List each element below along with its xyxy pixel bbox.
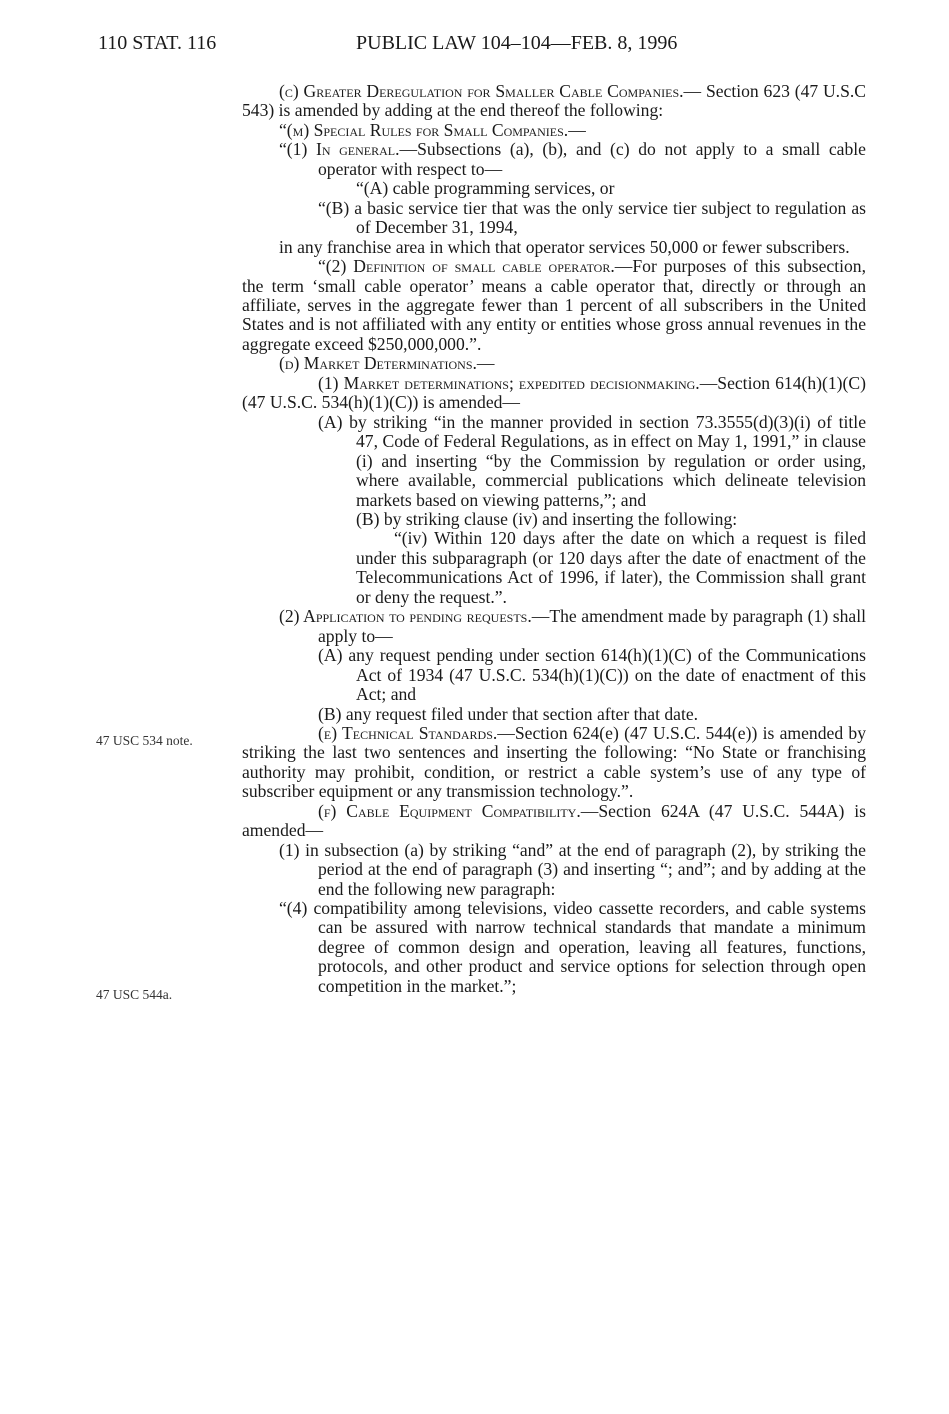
subsection-c-heading: (c) Greater Deregulation for Smaller Cable Companies.—: [279, 81, 702, 101]
paragraph-d2: [242, 607, 866, 646]
stat-citation: 110 STAT. 116: [98, 32, 217, 54]
statute-body: [242, 82, 866, 996]
paragraph-m1: [242, 140, 866, 179]
subsection-f: [242, 802, 866, 841]
subsection-d-heading: (d) Market Determinations.—: [279, 353, 495, 374]
clause-d1-iv: “(iv) Within 120 days after the date on which a request is filed under this subparagraph (or 120 days after the date of enactment of the Telecommunications Act of 1996, if later), the Commission shall grant or deny the request.”.: [356, 528, 866, 607]
clause-d2-b: (B) any request filed under that section after that date.: [318, 703, 699, 724]
paragraph-m2-text: —For purposes of this subsection, the term ‘small cable operator’ means a cable operator that, directly or through an affiliate, serves in the aggregate fewer than 1 percent of all subscribers in the United States and is not affiliated with any entity or entities whose gross annual revenues in the aggregate exceed $250,000,000.”.: [242, 256, 866, 354]
subsection-e-heading: (e) Technical Standards.: [318, 722, 498, 743]
law-title: PUBLIC LAW 104–104—FEB. 8, 1996: [356, 32, 678, 54]
clause-d1-a: (A) by striking “in the manner provided in section 73.3555(d)(3)(i) of title 47, Code of Federal Regulations, as in effect on May 1, 1991,” in clause (i) and inserting “by the Commission by regulation or order using, where available, commercial publications which delineate television markets based on viewing patterns,”; and: [318, 411, 866, 510]
paragraph-m2: [242, 257, 866, 354]
subsection-e: [242, 724, 866, 802]
paragraph-d2-heading: (2) Application to pending requests.: [279, 606, 532, 627]
subsection-c: [242, 82, 866, 121]
paragraph-m1-heading: “(1) In general.: [279, 139, 400, 160]
page-header: [0, 32, 949, 62]
paragraph-f1: (1) in subsection (a) by striking “and” at the end of paragraph (2), by striking the period at the end of paragraph (3) and inserting “; and”; and by adding at the end the following new paragraph:: [279, 839, 866, 899]
paragraph-m1-text: —Subsections (a), (b), and (c) do not apply to a small cable operator with respect to—: [318, 139, 866, 179]
subsection-e-text: —Section 624(e) (47 U.S.C. 544(e)) is amended by striking the last two sentences and inserting the following: “No State or franchising authority may prohibit, condition, or restrict a cable system’s use of any type of subscriber equipment or any transmission technology.”.: [242, 722, 866, 802]
clause-m1-a: “(A) cable programming services, or: [356, 178, 615, 199]
margin-note-534: 47 USC 534 note.: [96, 733, 193, 748]
subsection-f-heading: (f) Cable Equipment Compatibility.: [318, 800, 581, 821]
paragraph-d2-text: —The amendment made by paragraph (1) shall apply to—: [318, 606, 867, 646]
clause-d1-b: (B) by striking clause (iv) and inserting the following:: [356, 508, 738, 529]
paragraph-d1: [242, 374, 866, 413]
subsection-m-heading: “(m) Special Rules for Small Companies.—: [279, 119, 586, 140]
paragraph-m2-heading: “(2) Definition of small cable operator.: [318, 256, 615, 277]
subsection-f-text: —Section 624A (47 U.S.C. 544A) is amended—: [242, 800, 866, 841]
margin-note-544a: 47 USC 544a.: [96, 987, 173, 1002]
paragraph-d1-text: —Section 614(h)(1)(C) (47 U.S.C. 534(h)(1)(C)) is amended—: [242, 372, 866, 413]
paragraph-d1-heading: (1) Market determinations; expedited decisionmaking.: [318, 372, 700, 393]
paragraph-m1-tail: in any franchise area in which that operator services 50,000 or fewer subscribers.: [279, 236, 850, 257]
clause-m1-b: “(B) a basic service tier that was the only service tier subject to regulation as of December 31, 1994,: [318, 197, 866, 238]
paragraph-f1-4: “(4) compatibility among televisions, video cassette recorders, and cable systems can be assured with narrow technical standards that mandate a minimum degree of common design and operation, leaving all features, functions, protocols, and other product and service options for selection through open competition in the market.”;: [279, 898, 866, 996]
subsection-c-text: Section 623 (47 U.S.C 543) is amended by adding at the end thereof the following:: [242, 81, 866, 121]
clause-d2-a: (A) any request pending under section 614(h)(1)(C) of the Communications Act of 1934 (47 U.S.C. 534(h)(1)(C)) on the date of enactment of this Act; and: [318, 645, 866, 705]
